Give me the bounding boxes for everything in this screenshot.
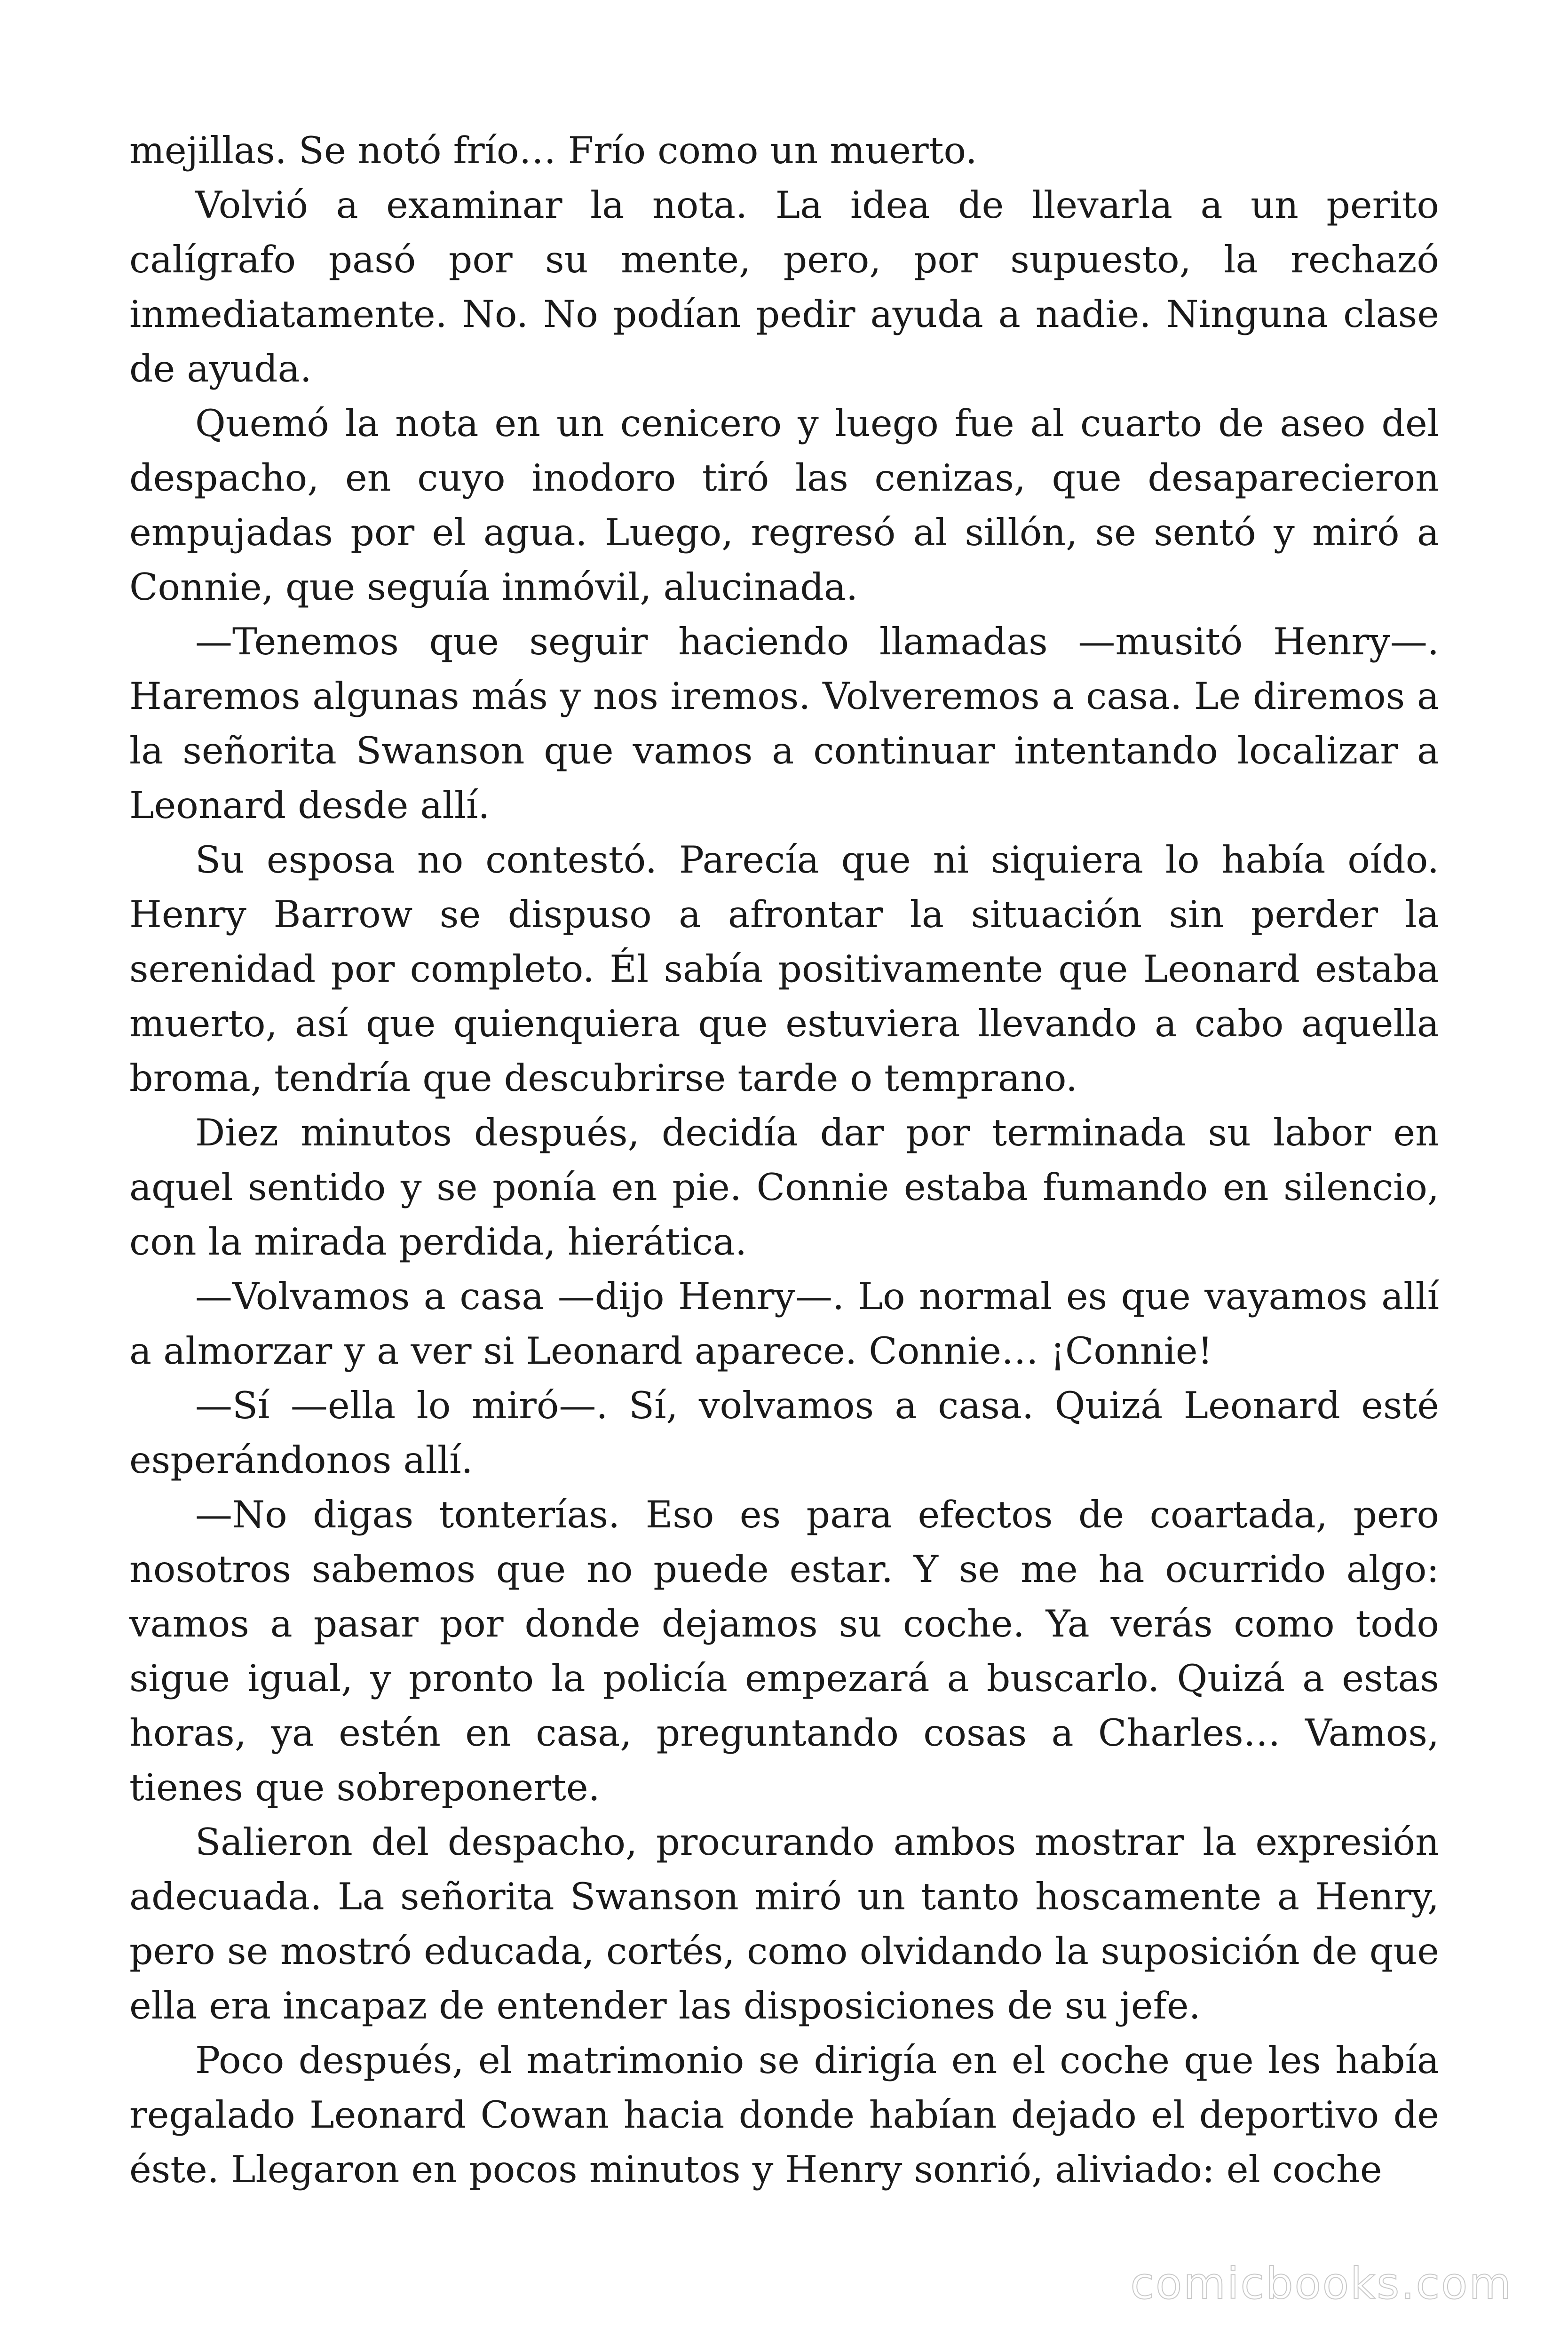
paragraph-11: Poco después, el matrimonio se dirigía en el coche que les había regalado Leonard Cowan hacia donde habían dejado el deportivo de éste. Llegaron en pocos minutos y Henry sonrió, aliviado: el coche [129,2039,1439,2191]
paragraph-10: Salieron del despacho, procurando ambos mostrar la expresión adecuada. La señorita Swanson miró un tanto hoscamente a Henry, pero se mostró educada, cortés, como olvidando la suposición de que ella era incapaz de entender las disposiciones de su jefe. [129,1820,1439,2027]
body-text [129,123,1439,2197]
paragraph-9: —No digas tonterías. Eso es para efectos de coartada, pero nosotros sabemos que no puede estar. Y se me ha ocurrido algo: vamos a pasar por donde dejamos su coche. Ya verás como todo sigue igual, y pronto la policía empezará a buscarlo. Quizá a estas horas, ya estén en casa, preguntando cosas a Charles… Vamos, tienes que sobreponerte. [129,1493,1439,1809]
paragraph-8: —Sí —ella lo miró—. Sí, volvamos a casa. Quizá Leonard esté esperándonos allí. [129,1384,1439,1482]
paragraph-6: Diez minutos después, decidía dar por terminada su labor en aquel sentido y se ponía en pie. Connie estaba fumando en silencio, con la mirada perdida, hierática. [129,1111,1439,1263]
watermark: comicbooks.com [1130,2258,1513,2309]
paragraph-1: mejillas. Se notó frío… Frío como un muerto. [129,129,977,172]
paragraph-7: —Volvamos a casa —dijo Henry—. Lo normal es que vayamos allí a almorzar y a ver si Leonard aparece. Connie… ¡Connie! [129,1275,1439,1373]
paragraph-5: Su esposa no contestó. Parecía que ni siquiera lo había oído. Henry Barrow se dispuso a afrontar la situación sin perder la serenidad por completo. Él sabía positivamente que Leonard estaba muerto, así que quienquiera que estuviera llevando a cabo aquella broma, tendría que descubrirse tarde o temprano. [129,838,1439,1100]
paragraph-3: Quemó la nota en un cenicero y luego fue al cuarto de aseo del despacho, en cuyo inodoro tiró las cenizas, que desaparecieron empujadas por el agua. Luego, regresó al sillón, se sentó y miró a Connie, que seguía inmóvil, alucinada. [129,402,1439,609]
paragraph-4: —Tenemos que seguir haciendo llamadas —musitó Henry—. Haremos algunas más y nos iremos. Volveremos a casa. Le diremos a la señorita Swanson que vamos a continuar intentando localizar a Leonard desde allí. [129,620,1439,827]
paragraph-2: Volvió a examinar la nota. La idea de llevarla a un perito calígrafo pasó por su mente, pero, por supuesto, la rechazó inmediatamente. No. No podían pedir ayuda a nadie. Ninguna clase de ayuda. [129,183,1439,390]
